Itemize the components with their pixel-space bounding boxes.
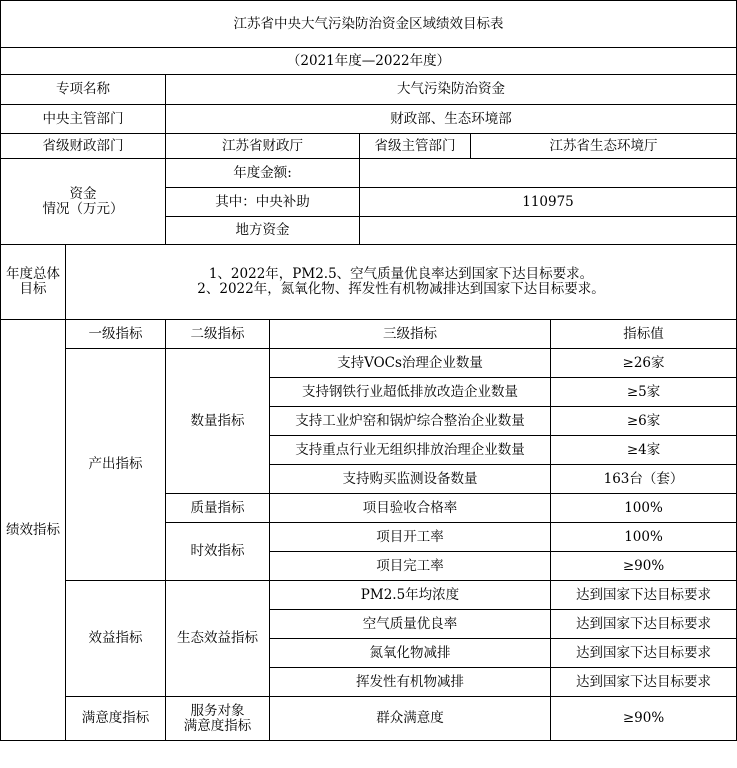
level1-benefit: 效益指标 [66,581,166,697]
table-title: 江苏省中央大气污染防治资金区域绩效目标表 [1,1,737,48]
indicator-name: 项目完工率 [270,552,551,581]
indicator-name: 挥发性有机物减排 [270,668,551,697]
prov-dept-value: 江苏省生态环境厅 [471,134,737,159]
local-funds-value [360,217,737,245]
indicator-name: 支持购买监测设备数量 [270,465,551,494]
prov-finance-label: 省级财政部门 [1,134,166,159]
performance-indicators-label: 绩效指标 [1,320,66,741]
indicator-name: 氮氧化物减排 [270,639,551,668]
annual-amount-label: 年度金额: [166,159,360,188]
level1-satisfaction: 满意度指标 [66,697,166,741]
level2-eco: 生态效益指标 [166,581,270,697]
indicator-value: ≥5家 [551,378,737,407]
level2-timeliness: 时效指标 [166,523,270,581]
indicator-value: ≥26家 [551,349,737,378]
annual-goal-label [1,245,66,320]
indicator-value: 达到国家下达目标要求 [551,639,737,668]
fund-name-value: 大气污染防治资金 [166,75,737,105]
annual-goal-content [66,245,737,320]
indicator-value: ≥90% [551,552,737,581]
header-level3: 三级指标 [270,320,551,349]
fund-name-label: 专项名称 [1,75,166,105]
indicator-name: 支持重点行业无组织排放治理企业数量 [270,436,551,465]
funds-label-line1: 资金 [69,185,97,202]
indicator-name: 支持VOCs治理企业数量 [270,349,551,378]
annual-amount-value [360,159,737,188]
indicator-value: 163台（套） [551,465,737,494]
goal-item: 2、2022年，氮氧化物、挥发性有机物减排达到国家下达目标要求。 [197,281,605,297]
goal-item: 1、2022年，PM2.5、空气质量优良率达到国家下达目标要求。 [208,266,594,282]
funds-label [1,159,166,245]
prov-finance-value: 江苏省财政厅 [166,134,360,159]
central-subsidy-label: 其中：中央补助 [166,188,360,217]
indicator-value: 达到国家下达目标要求 [551,610,737,639]
local-funds-label: 地方资金 [166,217,360,245]
central-dept-label: 中央主管部门 [1,105,166,134]
indicator-value: 达到国家下达目标要求 [551,668,737,697]
indicator-value: 100% [551,523,737,552]
indicator-value: ≥4家 [551,436,737,465]
header-value: 指标值 [551,320,737,349]
indicator-name: 项目开工率 [270,523,551,552]
header-level1: 一级指标 [66,320,166,349]
annual-goal-label-line2: 目标 [19,281,47,297]
funds-label-line2: 情况（万元） [42,200,124,217]
indicator-name: 支持钢铁行业超低排放改造企业数量 [270,378,551,407]
central-dept-value: 财政部、生态环境部 [166,105,737,134]
annual-goal-label-line1: 年度总体 [6,266,60,282]
indicator-value: ≥90% [551,697,737,741]
indicator-name: 群众满意度 [270,697,551,741]
indicator-name: PM2.5年均浓度 [270,581,551,610]
central-subsidy-value: 110975 [360,188,737,217]
level2-quality: 质量指标 [166,494,270,523]
indicator-value: ≥6家 [551,407,737,436]
indicator-value: 达到国家下达目标要求 [551,581,737,610]
indicator-name: 空气质量优良率 [270,610,551,639]
level2-quantity: 数量指标 [166,349,270,494]
table-period: （2021年度—2022年度） [1,48,737,75]
level2-service-line1: 服务对象 [190,702,245,719]
level2-service-satisfaction [166,697,270,741]
indicator-name: 项目验收合格率 [270,494,551,523]
indicator-name: 支持工业炉窑和锅炉综合整治企业数量 [270,407,551,436]
header-level2: 二级指标 [166,320,270,349]
prov-dept-label: 省级主管部门 [360,134,471,159]
level1-output: 产出指标 [66,349,166,581]
level2-service-line2: 满意度指标 [183,717,252,734]
indicator-value: 100% [551,494,737,523]
